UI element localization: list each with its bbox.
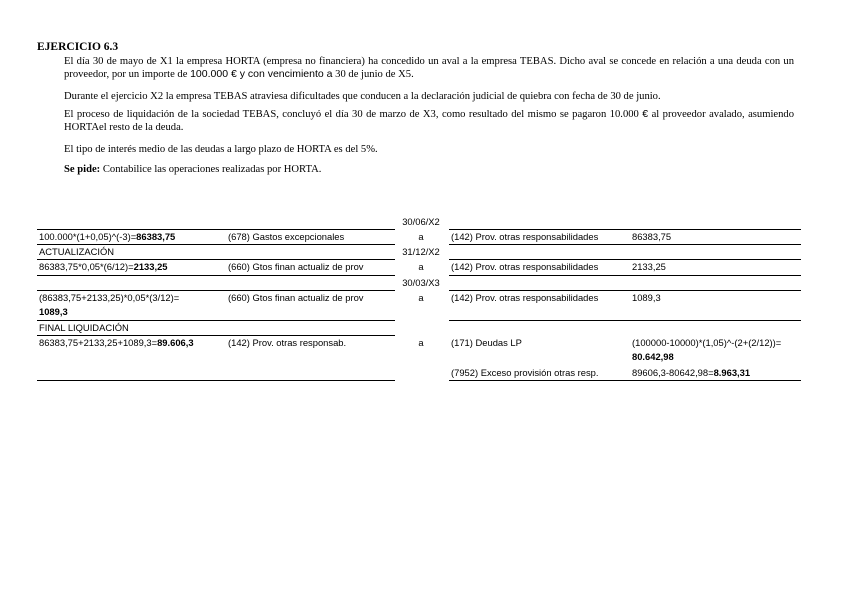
a-separator: a xyxy=(418,261,424,272)
entry-date: 30/03/X3 xyxy=(402,277,440,288)
debit-account: (142) Prov. otras responsab. xyxy=(228,337,347,348)
credit-account: (7952) Exceso provisión otras resp. xyxy=(451,367,599,378)
credit-account: (142) Prov. otras responsabilidades xyxy=(451,292,599,303)
calculation-cell xyxy=(39,260,225,274)
calculation-text: (86383,75+2133,25)*0,05*(3/12)= xyxy=(39,292,180,303)
amount-result: 80.642,98 xyxy=(632,351,674,362)
calculation-text: 100.000*(1+0,05)^(-3)= xyxy=(39,231,137,242)
a-separator: a xyxy=(418,292,424,303)
calculation-text: 86383,75*0,05*(6/12)= xyxy=(39,261,134,272)
credit-account: (142) Prov. otras responsabilidades xyxy=(451,231,599,242)
exercise-title: EJERCICIO 6.3 xyxy=(37,41,119,53)
amount-formula: (100000-10000)*(1,05)^-(2+(2/12))= xyxy=(632,337,782,348)
amount-formula: 89606,3-80642,98= xyxy=(632,367,714,378)
a-separator: a xyxy=(418,337,424,348)
calculation-result: 1089,3 xyxy=(39,306,68,317)
section-label: FINAL LIQUIDACIÓN xyxy=(39,322,129,333)
entry-amount xyxy=(632,336,807,364)
statement-text: 30 de junio de X5. xyxy=(332,69,414,80)
statement-text: al proveedor avalado, asumiendo HORTAel resto de la deuda. xyxy=(64,109,794,133)
statement-paragraph-2: Durante el ejercicio X2 la empresa TEBAS atraviesa dificultades que conducen a la declaración judicial de quiebra con fecha de 30 de junio. xyxy=(64,91,661,102)
calculation-cell xyxy=(39,230,225,244)
euro-symbol: € xyxy=(642,108,649,120)
question-label: Se pide: xyxy=(64,164,101,175)
entry-amount: 86383,75 xyxy=(632,231,672,242)
debit-account: (678) Gastos excepcionales xyxy=(228,231,345,242)
section-label: ACTUALIZACIÓN xyxy=(39,246,115,257)
calculation-text: 86383,75+2133,25+1089,3= xyxy=(39,337,158,348)
entry-amount: 1089,3 xyxy=(632,292,661,303)
calculation-result: 86383,75 xyxy=(136,231,176,242)
statement-amount: 100.000 € y con vencimiento a xyxy=(190,68,333,80)
debit-account: (660) Gtos finan actualiz de prov xyxy=(228,292,364,303)
entry-date: 31/12/X2 xyxy=(402,246,440,257)
statement-text: El día 30 de mayo de X1 la empresa HORTA (empresa no financiera) ha concedido un aval a la empresa TEBAS. Dicho aval se concede en relación a una deuda con un proveedor, por un importe de xyxy=(64,56,794,80)
statement-paragraph-1 xyxy=(64,55,794,81)
calculation-cell xyxy=(39,291,225,319)
statement-paragraph-4: El tipo de interés medio de las deudas a largo plazo de HORTA es del 5%. xyxy=(64,144,378,155)
calculation-result: 2133,25 xyxy=(133,261,168,272)
entry-amount xyxy=(632,366,807,380)
question-paragraph xyxy=(64,163,794,176)
calculation-cell xyxy=(39,336,225,350)
statement-text: El proceso de liquidación de la sociedad TEBAS, concluyó el día 30 de marzo de X3, como resultado del mismo se pagaron 10.000 xyxy=(64,109,643,120)
entry-amount: 2133,25 xyxy=(632,261,666,272)
entry-date: 30/06/X2 xyxy=(402,216,440,227)
debit-account: (660) Gtos finan actualiz de prov xyxy=(228,261,364,272)
a-separator: a xyxy=(418,231,424,242)
statement-paragraph-3 xyxy=(64,108,794,134)
calculation-result: 89.606,3 xyxy=(157,337,194,348)
question-text: Contabilice las operaciones realizadas por HORTA. xyxy=(100,164,322,175)
credit-account: (171) Deudas LP xyxy=(451,337,522,348)
amount-result: 8.963,31 xyxy=(713,367,751,378)
credit-account: (142) Prov. otras responsabilidades xyxy=(451,261,599,272)
